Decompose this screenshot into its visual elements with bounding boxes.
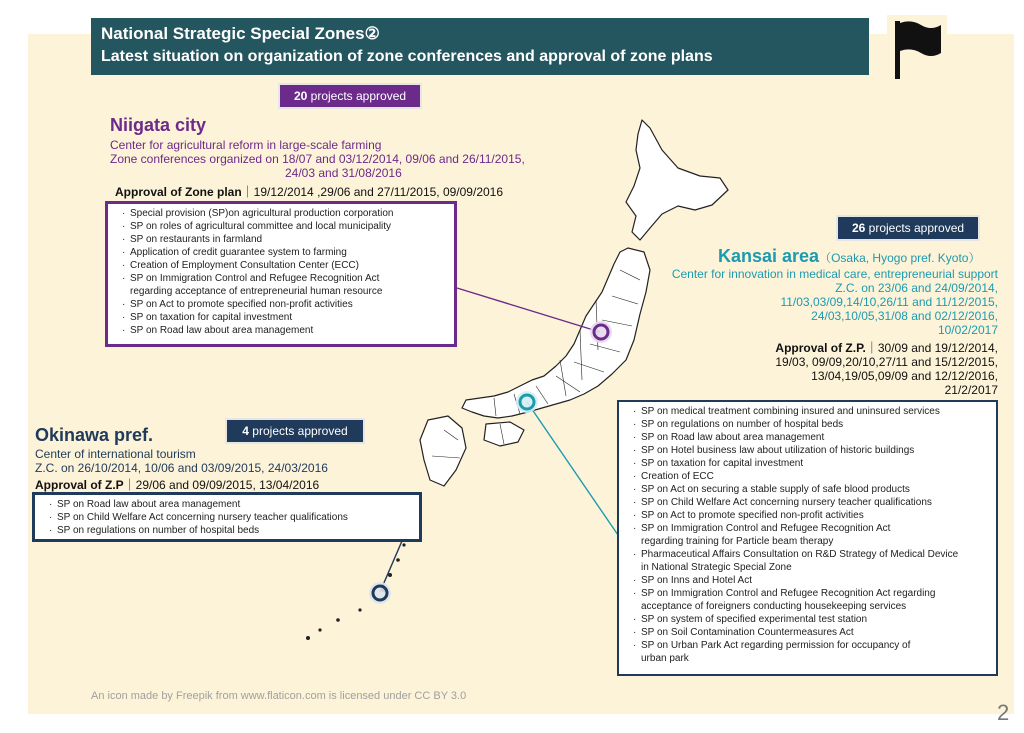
kansai-zone-conferences: Z.C. on 23/06 and 24/09/2014, 11/03,03/09,14/10,26/11 and 11/12/2015, 24/03,10/05,31/08 and 02/12/2016, 10/02/2017	[780, 281, 998, 337]
okinawa-title: Okinawa pref.	[35, 425, 154, 445]
page-title: National Strategic Special Zones②	[101, 24, 380, 43]
map-hokkaido	[626, 120, 728, 240]
kansai-measure-item: acceptance of foreigners conducting housekeeping services	[641, 601, 907, 612]
kansai-measure-item: · SP on Act to promote specified non-profit activities	[633, 509, 996, 522]
kansai-approval: Approval of Z.P.｜30/09 and 19/12/2014, 19/03, 09/09,20/10,27/11 and 15/12/2015, 13/04,19/05,09/09 and 12/12/2016, 21/2/2017	[775, 341, 998, 397]
okinawa-marker	[369, 582, 391, 604]
niigata-description: Center for agricultural reform in large-scale farming	[110, 138, 382, 152]
kansai-measure-item: regarding training for Particle beam therapy	[641, 536, 834, 547]
niigata-measure-item: · SP on restaurants in farmland	[122, 233, 454, 246]
kansai-measure-item: · SP on Road law about area management	[633, 431, 996, 444]
okinawa-description: Center of international tourism	[35, 447, 196, 461]
kansai-measure-item: · SP on taxation for capital investment	[633, 457, 996, 470]
kansai-measure-item: urban park	[641, 653, 689, 664]
okinawa-measures-box	[32, 492, 422, 542]
kansai-measure-item: · Creation of ECC	[633, 470, 996, 483]
map-shikoku	[484, 422, 524, 446]
niigata-measure-item: · SP on Road law about area management	[122, 324, 454, 337]
kansai-measure-item: in National Strategic Special Zone	[641, 562, 792, 573]
kansai-measure-item: · SP on Act on securing a stable supply of safe blood products	[633, 483, 996, 496]
kansai-measure-item: · SP on Immigration Control and Refugee Recognition Act	[633, 522, 996, 535]
kansai-measure-item: · Pharmaceutical Affairs Consultation on R&D Strategy of Medical Device	[633, 548, 996, 561]
icon-credit: An icon made by Freepik from www.flaticon.com is licensed under CC BY 3.0	[91, 690, 467, 702]
kansai-measures-box	[617, 400, 998, 676]
kansai-measure-item: · SP on system of specified experimental test station	[633, 613, 996, 626]
niigata-measure-item: · Creation of Employment Consultation Center (ECC)	[122, 259, 454, 272]
niigata-measures-box	[105, 201, 457, 347]
map-honshu	[462, 248, 650, 418]
niigata-connector	[457, 288, 600, 332]
kansai-measure-item: · SP on Inns and Hotel Act	[633, 574, 996, 587]
niigata-conferences-line1: Zone conferences organized on 18/07 and 03/12/2014, 09/06 and 26/11/2015,	[110, 152, 525, 166]
niigata-measure-item: · SP on roles of agricultural committee and local municipality	[122, 220, 454, 233]
niigata-measure-item: · SP on Immigration Control and Refugee Recognition Act	[122, 272, 454, 285]
niigata-measure-item: regarding acceptance of entrepreneurial human resource	[130, 286, 383, 297]
kansai-measure-item: · SP on Immigration Control and Refugee Recognition Act regarding	[633, 587, 996, 600]
niigata-measure-item: · SP on taxation for capital investment	[122, 311, 454, 324]
kansai-measure-item: · SP on Urban Park Act regarding permission for occupancy of	[633, 639, 996, 652]
kansai-description: Center for innovation in medical care, entrepreneurial support	[671, 267, 998, 281]
niigata-approval: Approval of Zone plan｜19/12/2014 ,29/06 and 27/11/2015, 09/09/2016	[115, 185, 504, 199]
kansai-measure-item: · SP on Soil Contamination Countermeasures Act	[633, 626, 996, 639]
niigata-measure-item: · SP on Act to promote specified non-profit activities	[122, 298, 454, 311]
okinawa-approval: Approval of Z.P｜29/06 and 09/09/2015, 13/04/2016	[35, 478, 320, 492]
niigata-measure-item: · Application of credit guarantee system to farming	[122, 246, 454, 259]
map-kyushu	[420, 416, 466, 486]
okinawa-zone-conferences: Z.C. on 26/10/2014, 10/06 and 03/09/2015, 24/03/2016	[35, 461, 328, 475]
niigata-marker	[590, 321, 612, 343]
okinawa-badge: 4 projects approved	[227, 420, 363, 442]
okinawa-measure-item: · SP on Child Welfare Act concerning nursery teacher qualifications	[49, 511, 419, 524]
niigata-badge: 20 projects approved	[280, 85, 420, 107]
kansai-title: Kansai area（Osaka, Hyogo pref. Kyoto）	[718, 246, 981, 266]
okinawa-measure-item: · SP on Road law about area management	[49, 498, 419, 511]
kansai-measure-item: · SP on medical treatment combining insured and uninsured services	[633, 405, 996, 418]
niigata-title: Niigata city	[110, 115, 207, 135]
map-okinawa-islands	[306, 528, 412, 640]
kansai-measure-item: · SP on Hotel business law about utilization of historic buildings	[633, 444, 996, 457]
okinawa-measure-item: · SP on regulations on number of hospital beds	[49, 524, 419, 537]
kansai-marker	[516, 391, 538, 413]
niigata-conferences-line2: 24/03 and 31/08/2016	[285, 166, 402, 180]
kansai-badge: 26 projects approved	[838, 217, 978, 239]
kansai-measure-item: · SP on regulations on number of hospital beds	[633, 418, 996, 431]
page-number: 2	[997, 700, 1010, 725]
page-subtitle: Latest situation on organization of zone conferences and approval of zone plans	[101, 48, 713, 65]
kansai-connector	[527, 402, 618, 535]
niigata-measure-item: · Special provision (SP)on agricultural production corporation	[122, 207, 454, 220]
kansai-measure-item: · SP on Child Welfare Act concerning nursery teacher qualifications	[633, 496, 996, 509]
